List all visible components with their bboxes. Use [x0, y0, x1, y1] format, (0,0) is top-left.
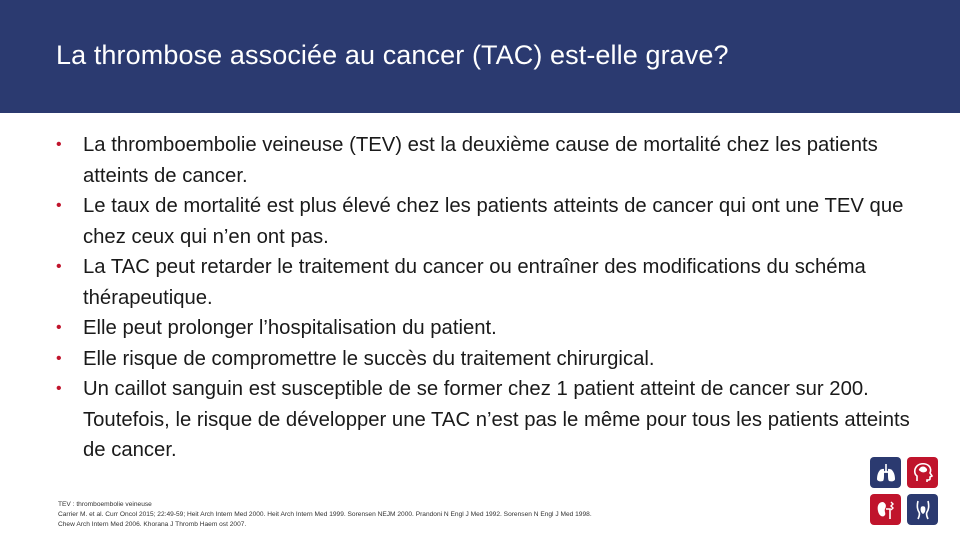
footnote-abbreviation: TEV : thromboembolie veineuse — [58, 501, 152, 508]
footnotes — [58, 500, 858, 530]
bullet-text: Le taux de mortalité est plus élevé chez les patients atteints de cancer qui ont une TEV que chez ceux qui n’en ont pas. — [83, 195, 904, 248]
bullet-item — [56, 374, 916, 466]
footnote-reference: Carrier M. et al. Curr Oncol 2015; 22:49-59; Heit Arch Intern Med 2000. Heit Arch Intern Med 1999. Sorensen NEJM 2000. Prandoni N Engl J Med 1992. Sorensen N Engl J Med 1998. — [58, 511, 592, 518]
bullet-text: Un caillot sanguin est susceptible de se former chez 1 patient atteint de cancer sur 200. Toutefois, le risque de développer une TAC n’est pas le même pour tous les patients atteints de cancer. — [83, 378, 910, 461]
bullet-marker: • — [56, 319, 62, 336]
bullet-item — [56, 130, 916, 191]
bullet-item — [56, 344, 916, 375]
bullet-marker: • — [56, 349, 62, 367]
title-bar — [0, 0, 960, 113]
bullet-item — [56, 313, 916, 344]
bullet-item — [56, 252, 916, 313]
bullet-marker: • — [56, 258, 62, 275]
bullet-marker: • — [56, 136, 62, 153]
bullet-item — [56, 191, 916, 252]
bullet-list — [56, 130, 916, 466]
bullet-marker: • — [56, 380, 62, 397]
slide-title: La thrombose associée au cancer (TAC) est-elle grave? — [56, 40, 729, 70]
torso-icon — [907, 494, 938, 525]
head-brain-icon — [907, 457, 938, 488]
footnote-reference: Chew Arch Intern Med 2006. Khorana J Thromb Haem ost 2007. — [58, 521, 247, 528]
kidney-icon — [870, 494, 901, 525]
organ-icon-grid — [870, 457, 942, 527]
bullet-text: Elle risque de compromettre le succès du traitement chirurgical. — [83, 347, 655, 370]
bullet-text: La thromboembolie veineuse (TEV) est la deuxième cause de mortalité chez les patients atteints de cancer. — [83, 134, 878, 187]
bullet-marker: • — [56, 197, 62, 214]
bullet-text: La TAC peut retarder le traitement du cancer ou entraîner des modifications du schéma thérapeutique. — [83, 256, 866, 309]
bullet-text: Elle peut prolonger l’hospitalisation du patient. — [83, 317, 497, 339]
lungs-icon — [870, 457, 901, 488]
